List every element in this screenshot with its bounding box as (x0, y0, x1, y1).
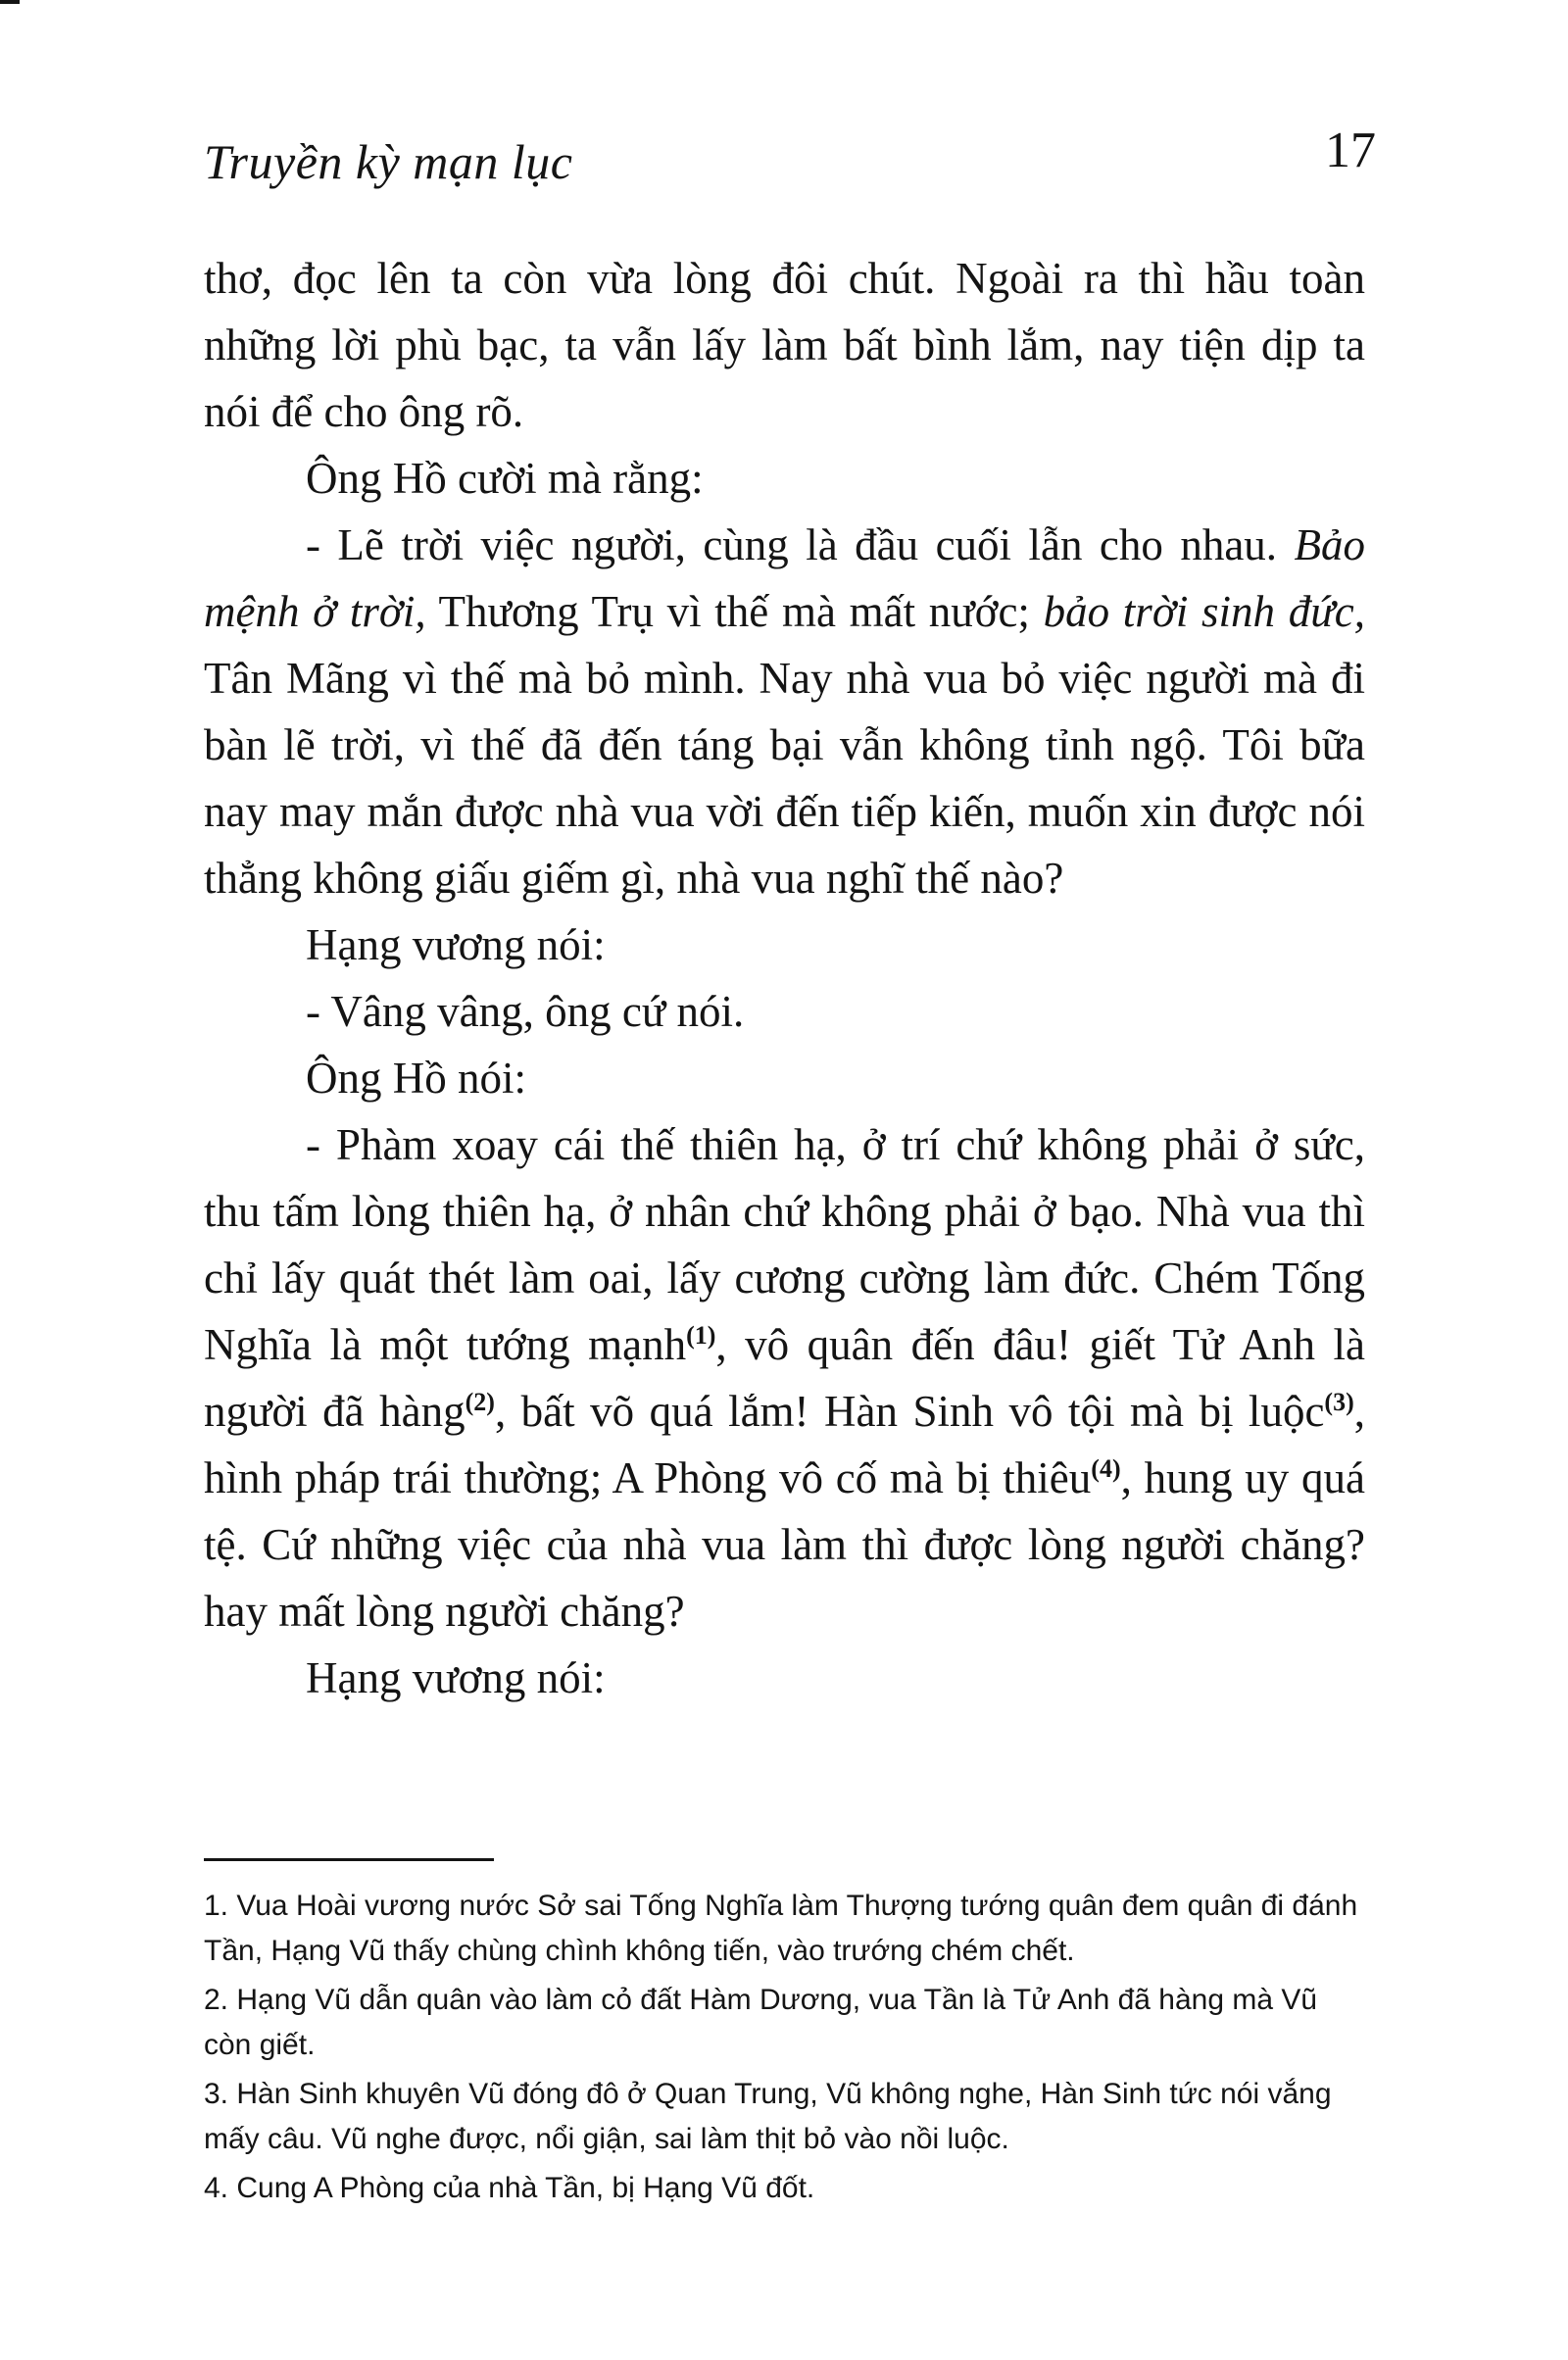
paragraph-3-text-c: Tân Mãng vì thế mà bỏ mình. Nay nhà vua bỏ việc người mà đi bàn lẽ trời, vì thế đã đến táng bại vẫn không tỉnh ngộ. Tôi bữa nay may mắn được nhà vua vời đến tiếp kiến, muốn xin được nói thẳng không giấu giếm gì, nhà vua nghĩ thế nào? (204, 654, 1365, 903)
paragraph-3-text-a: - Lẽ trời việc người, cùng là đầu cuối lẫn cho nhau. (306, 520, 1295, 569)
footnotes (204, 1884, 1365, 2215)
paragraph-3-italic-2: bảo trời sinh đức, (1043, 587, 1365, 636)
paragraph-3-text-b: Thương Trụ vì thế mà mất nước; (425, 587, 1044, 636)
paragraph-1: thơ, đọc lên ta còn vừa lòng đôi chút. Ngoài ra thì hầu toàn những lời phù bạc, ta vẫn lấy làm bất bình lắm, nay tiện dịp ta nói để cho ông rõ. (204, 254, 1365, 436)
footnote-ref-2: (2) (465, 1388, 495, 1416)
paragraph-7-text-a: - Phàm xoay cái thế thiên hạ, ở trí chứ không phải ở sức, thu tấm lòng thiên hạ, ở nhân chứ không phải ở bạo. Nhà vua thì chỉ lấy quát thét làm oai, lấy cương cường làm đức. Chém Tống Nghĩa là một tướng mạnh (204, 1120, 1365, 1369)
paragraph-7-text-d: , hình pháp trái thường; A Phòng vô cố mà bị thiêu (204, 1387, 1365, 1502)
paragraph-8: Hạng vương nói: (306, 1653, 606, 1702)
main-text (204, 245, 1365, 1711)
footnote-ref-3: (3) (1324, 1388, 1354, 1416)
footnote-3: 3. Hàn Sinh khuyên Vũ đóng đô ở Quan Trung, Vũ không nghe, Hàn Sinh tức nói vắng mấy câu. Vũ nghe được, nổi giận, sai làm thịt bỏ vào nồi luộc. (204, 2078, 1332, 2155)
paragraph-5: - Vâng vâng, ông cứ nói. (306, 987, 745, 1036)
scan-corner-mark (0, 0, 20, 4)
paragraph-4: Hạng vương nói: (306, 920, 606, 969)
paragraph-3 (204, 512, 1365, 911)
footnote-divider (204, 1858, 494, 1861)
paragraph-7-text-b: , vô quân đến đâu! giết Tử Anh là người đã hàng (204, 1320, 1365, 1436)
running-title: Truyền kỳ mạn lục (204, 134, 573, 189)
paragraph-2: Ông Hồ cười mà rằng: (306, 454, 704, 503)
paragraph-7-text-e: , hung uy quá tệ. Cứ những việc của nhà vua làm thì được lòng người chăng? hay mất lòng người chăng? (204, 1453, 1365, 1636)
footnote-2: 2. Hạng Vũ dẫn quân vào làm cỏ đất Hàm Dương, vua Tần là Tử Anh đã hàng mà Vũ còn giết. (204, 1984, 1318, 2061)
footnote-4: 4. Cung A Phòng của nhà Tần, bị Hạng Vũ đốt. (204, 2172, 815, 2204)
footnote-1: 1. Vua Hoài vương nước Sở sai Tống Nghĩa làm Thượng tướng quân đem quân đi đánh Tần, Hạng Vũ thấy chùng chình không tiến, vào trướng chém chết. (204, 1890, 1358, 1967)
paragraph-7 (204, 1111, 1365, 1645)
page-number: 17 (1325, 123, 1376, 178)
paragraph-3-italic-1: Bảo mệnh ở trời, (204, 520, 1365, 636)
footnote-ref-1: (1) (686, 1321, 716, 1350)
footnote-ref-4: (4) (1091, 1454, 1121, 1483)
paragraph-6: Ông Hồ nói: (306, 1054, 526, 1103)
paragraph-7-text-c: , bất võ quá lắm! Hàn Sinh vô tội mà bị luộc (494, 1387, 1325, 1436)
